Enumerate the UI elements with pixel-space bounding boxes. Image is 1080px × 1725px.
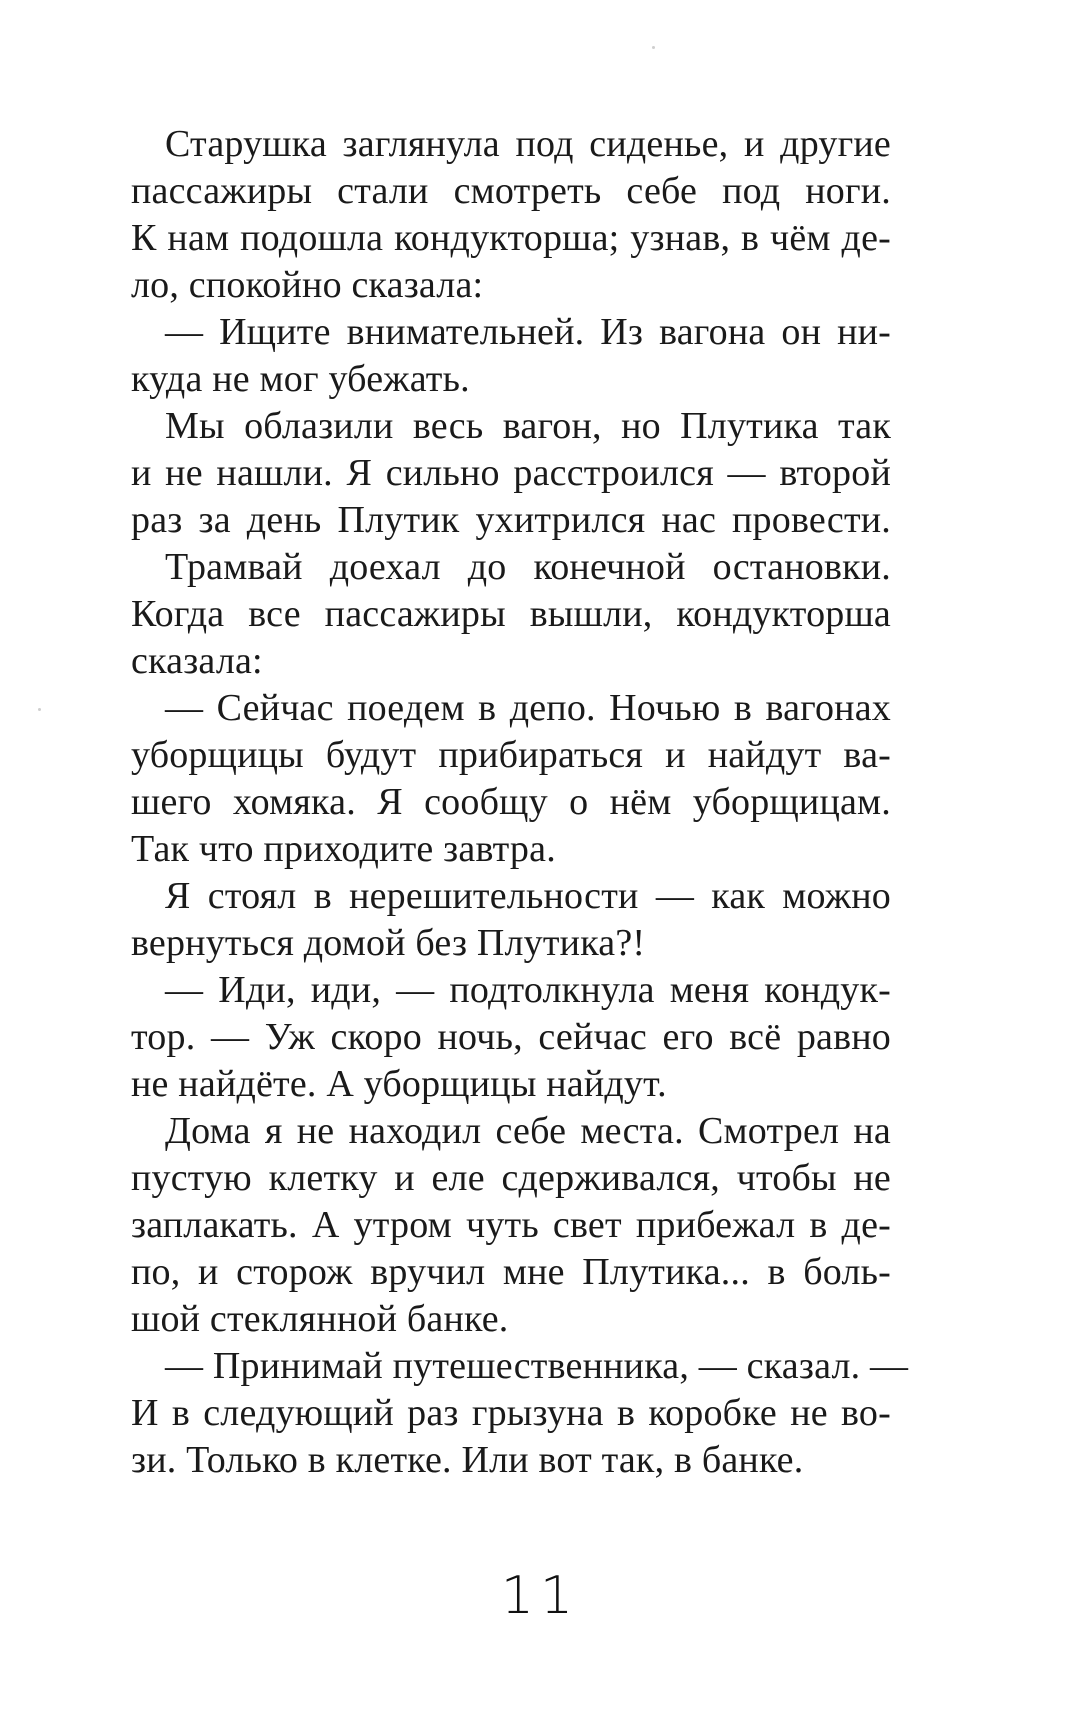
- text-line-15: шего хомяка. Я сообщу о нём уборщицам.: [131, 781, 891, 823]
- text-line-27: — Принимай путешественника, — сказал. —: [165, 1345, 909, 1387]
- text-line-2: пассажиры стали смотреть себе под ноги.: [131, 170, 891, 212]
- text-line-18: вернуться домой без Плутика?!: [131, 922, 646, 964]
- text-line-16: Так что приходите завтра.: [131, 828, 556, 870]
- text-line-24: заплакать. А утром чуть свет прибежал в де-: [131, 1204, 891, 1246]
- text-line-17: Я стоял в нерешительности — как можно: [165, 875, 891, 917]
- body-text: [131, 121, 909, 1484]
- text-line-10: Трамвай доехал до конечной остановки.: [165, 546, 891, 588]
- text-line-14: уборщицы будут прибираться и найдут ва-: [131, 734, 891, 776]
- text-line-11: Когда все пассажиры вышли, кондукторша: [131, 593, 891, 635]
- text-line-25: по, и сторож вручил мне Плутика... в боль-: [131, 1251, 891, 1293]
- text-line-22: Дома я не находил себе места. Смотрел на: [165, 1110, 891, 1152]
- text-line-1: Старушка заглянула под сиденье, и другие: [165, 123, 891, 165]
- text-line-7: Мы облазили весь вагон, но Плутика так: [165, 405, 891, 447]
- page-number: 11: [500, 1566, 580, 1626]
- text-line-8: и не нашли. Я сильно расстроился — второй: [131, 452, 891, 494]
- scan-speck: [652, 46, 655, 49]
- text-line-26: шой стеклянной банке.: [131, 1298, 509, 1340]
- text-line-19: — Иди, иди, — подтолкнула меня кондук-: [165, 969, 891, 1011]
- text-line-21: не найдёте. А уборщицы найдут.: [131, 1063, 667, 1105]
- text-line-12: сказала:: [131, 640, 263, 682]
- text-line-23: пустую клетку и еле сдерживался, чтобы не: [131, 1157, 891, 1199]
- text-line-28: И в следующий раз грызуна в коробке не во-: [131, 1392, 891, 1434]
- text-line-5: — Ищите внимательней. Из вагона он ни-: [165, 311, 891, 353]
- text-line-29: зи. Только в клетке. Или вот так, в банке.: [131, 1439, 804, 1481]
- text-line-4: ло, спокойно сказала:: [131, 264, 484, 306]
- text-line-3: К нам подошла кондукторша; узнав, в чём де-: [131, 217, 891, 259]
- text-line-6: куда не мог убежать.: [131, 358, 470, 400]
- text-line-20: тор. — Уж скоро ночь, сейчас его всё равно: [131, 1016, 891, 1058]
- text-line-13: — Сейчас поедем в депо. Ночью в вагонах: [165, 687, 891, 729]
- text-line-9: раз за день Плутик ухитрился нас провести.: [131, 499, 891, 541]
- scan-speck: [38, 708, 41, 711]
